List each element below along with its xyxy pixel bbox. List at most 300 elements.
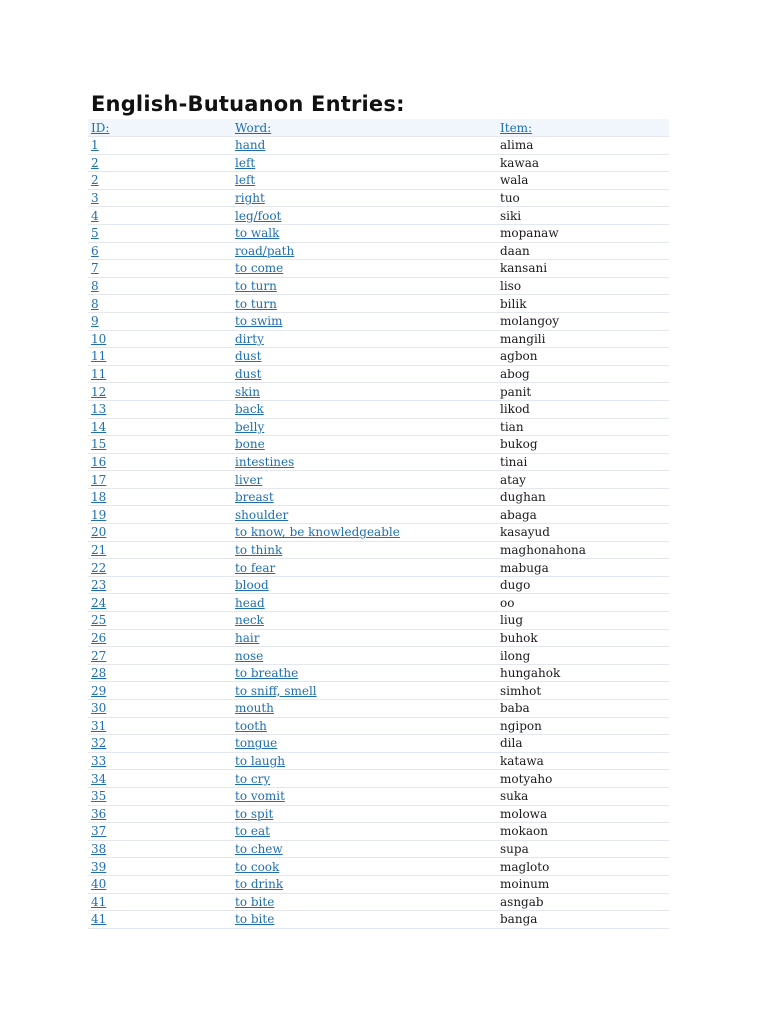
- cell-word: [232, 172, 497, 190]
- cell-id: [88, 735, 232, 753]
- word-link[interactable]: neck: [235, 613, 264, 628]
- cell-word: [232, 418, 497, 436]
- cell-word: [232, 224, 497, 242]
- word-link[interactable]: to swim: [235, 314, 283, 329]
- cell-word: [232, 277, 497, 295]
- cell-item: [497, 418, 669, 436]
- word-link[interactable]: back: [235, 402, 264, 417]
- id-link[interactable]: 26: [91, 630, 107, 645]
- cell-item: [497, 436, 669, 454]
- word-link[interactable]: hair: [235, 630, 260, 645]
- id-link[interactable]: 7: [91, 261, 99, 276]
- header-item-link[interactable]: Item:: [500, 120, 533, 135]
- id-link[interactable]: 10: [91, 331, 107, 346]
- id-link[interactable]: 3: [91, 191, 99, 206]
- id-link[interactable]: 17: [91, 472, 107, 487]
- word-link[interactable]: road/path: [235, 243, 295, 258]
- item-text: supa: [500, 842, 529, 857]
- header-item[interactable]: [497, 119, 669, 137]
- word-link[interactable]: leg/foot: [235, 208, 282, 223]
- id-link[interactable]: 8: [91, 296, 99, 311]
- table-row: [88, 488, 669, 506]
- id-link[interactable]: 9: [91, 314, 99, 329]
- table-row: [88, 735, 669, 753]
- cell-item: [497, 858, 669, 876]
- item-text: molangoy: [500, 314, 560, 329]
- word-link[interactable]: to laugh: [235, 754, 285, 769]
- header-word-link[interactable]: Word:: [235, 120, 272, 135]
- cell-word: [232, 312, 497, 330]
- item-text: kawaa: [500, 155, 540, 170]
- id-link[interactable]: 8: [91, 279, 99, 294]
- cell-id: [88, 664, 232, 682]
- id-link[interactable]: 35: [91, 789, 107, 804]
- cell-item: [497, 524, 669, 542]
- table-row: [88, 260, 669, 278]
- cell-word: [232, 137, 497, 155]
- cell-item: [497, 400, 669, 418]
- table-row: [88, 770, 669, 788]
- cell-word: [232, 840, 497, 858]
- word-link[interactable]: nose: [235, 648, 264, 663]
- id-link[interactable]: 11: [91, 349, 107, 364]
- item-text: oo: [500, 595, 515, 610]
- table-row: [88, 418, 669, 436]
- header-id-link[interactable]: ID:: [91, 120, 110, 135]
- id-link[interactable]: 15: [91, 437, 107, 452]
- table-row: [88, 559, 669, 577]
- item-text: hungahok: [500, 666, 561, 681]
- cell-id: [88, 224, 232, 242]
- cell-id: [88, 752, 232, 770]
- cell-id: [88, 312, 232, 330]
- cell-id: [88, 400, 232, 418]
- word-link[interactable]: dirty: [235, 331, 264, 346]
- cell-item: [497, 823, 669, 841]
- cell-id: [88, 893, 232, 911]
- cell-item: [497, 506, 669, 524]
- item-text: likod: [500, 402, 530, 417]
- cell-id: [88, 612, 232, 630]
- word-link[interactable]: dust: [235, 349, 262, 364]
- id-link[interactable]: 22: [91, 560, 107, 575]
- item-text: mopanaw: [500, 226, 559, 241]
- cell-id: [88, 823, 232, 841]
- table-row: [88, 893, 669, 911]
- cell-item: [497, 664, 669, 682]
- cell-item: [497, 330, 669, 348]
- table-row: [88, 312, 669, 330]
- cell-id: [88, 418, 232, 436]
- table-header: [88, 119, 669, 137]
- id-link[interactable]: 31: [91, 718, 107, 733]
- table-row: [88, 629, 669, 647]
- cell-word: [232, 295, 497, 313]
- cell-item: [497, 682, 669, 700]
- cell-word: [232, 506, 497, 524]
- cell-item: [497, 277, 669, 295]
- cell-word: [232, 594, 497, 612]
- cell-id: [88, 770, 232, 788]
- word-link[interactable]: to bite: [235, 912, 275, 927]
- table-row: [88, 365, 669, 383]
- id-link[interactable]: 41: [91, 894, 107, 909]
- table-row: [88, 823, 669, 841]
- cell-word: [232, 260, 497, 278]
- cell-id: [88, 488, 232, 506]
- word-link[interactable]: to think: [235, 542, 283, 557]
- cell-word: [232, 541, 497, 559]
- word-link[interactable]: to sniff, smell: [235, 683, 317, 698]
- table-row: [88, 348, 669, 366]
- cell-id: [88, 295, 232, 313]
- word-link[interactable]: to breathe: [235, 666, 299, 681]
- table-row: [88, 717, 669, 735]
- cell-id: [88, 471, 232, 489]
- word-link[interactable]: to cry: [235, 771, 271, 786]
- cell-id: [88, 541, 232, 559]
- cell-word: [232, 365, 497, 383]
- id-link[interactable]: 2: [91, 155, 99, 170]
- table-row: [88, 383, 669, 401]
- word-link[interactable]: to walk: [235, 226, 280, 241]
- item-text: tinai: [500, 454, 528, 469]
- cell-id: [88, 506, 232, 524]
- item-text: moinum: [500, 877, 550, 892]
- word-link[interactable]: to fear: [235, 560, 276, 575]
- table-row: [88, 752, 669, 770]
- cell-item: [497, 893, 669, 911]
- id-link[interactable]: 34: [91, 771, 107, 786]
- cell-word: [232, 524, 497, 542]
- item-text: tian: [500, 419, 524, 434]
- id-link[interactable]: 12: [91, 384, 107, 399]
- word-link[interactable]: liver: [235, 472, 263, 487]
- cell-item: [497, 295, 669, 313]
- cell-word: [232, 330, 497, 348]
- table-row: [88, 612, 669, 630]
- cell-word: [232, 664, 497, 682]
- table-row: [88, 700, 669, 718]
- table-row: [88, 172, 669, 190]
- item-text: motyaho: [500, 771, 553, 786]
- item-text: molowa: [500, 806, 548, 821]
- cell-word: [232, 348, 497, 366]
- table-row: [88, 682, 669, 700]
- cell-word: [232, 559, 497, 577]
- cell-item: [497, 840, 669, 858]
- table-row: [88, 224, 669, 242]
- cell-word: [232, 682, 497, 700]
- table-row: [88, 242, 669, 260]
- cell-id: [88, 911, 232, 929]
- header-id[interactable]: [88, 119, 232, 137]
- word-link[interactable]: left: [235, 173, 256, 188]
- cell-item: [497, 735, 669, 753]
- cell-item: [497, 629, 669, 647]
- item-text: mabuga: [500, 560, 549, 575]
- id-link[interactable]: 39: [91, 859, 107, 874]
- cell-id: [88, 260, 232, 278]
- id-link[interactable]: 38: [91, 842, 107, 857]
- id-link[interactable]: 36: [91, 806, 107, 821]
- table-row: [88, 541, 669, 559]
- word-link[interactable]: shoulder: [235, 507, 289, 522]
- word-link[interactable]: dust: [235, 367, 262, 382]
- cell-item: [497, 541, 669, 559]
- cell-id: [88, 137, 232, 155]
- id-link[interactable]: 2: [91, 173, 99, 188]
- item-text: abog: [500, 367, 530, 382]
- item-text: bilik: [500, 296, 527, 311]
- word-link[interactable]: to chew: [235, 842, 283, 857]
- id-link[interactable]: 28: [91, 666, 107, 681]
- cell-item: [497, 647, 669, 665]
- cell-id: [88, 172, 232, 190]
- word-link[interactable]: breast: [235, 490, 274, 505]
- cell-word: [232, 717, 497, 735]
- item-text: liso: [500, 279, 522, 294]
- table-row: [88, 471, 669, 489]
- cell-item: [497, 365, 669, 383]
- cell-word: [232, 383, 497, 401]
- cell-word: [232, 858, 497, 876]
- table-row: [88, 436, 669, 454]
- item-text: agbon: [500, 349, 538, 364]
- cell-id: [88, 594, 232, 612]
- cell-item: [497, 189, 669, 207]
- word-link[interactable]: to vomit: [235, 789, 285, 804]
- word-link[interactable]: blood: [235, 578, 269, 593]
- cell-word: [232, 471, 497, 489]
- page-title: English-Butuanon Entries:: [91, 92, 405, 116]
- word-link[interactable]: skin: [235, 384, 260, 399]
- cell-word: [232, 576, 497, 594]
- cell-id: [88, 717, 232, 735]
- item-text: liug: [500, 613, 524, 628]
- id-link[interactable]: 13: [91, 402, 107, 417]
- item-text: panit: [500, 384, 532, 399]
- cell-id: [88, 365, 232, 383]
- word-link[interactable]: intestines: [235, 454, 295, 469]
- table-row: [88, 207, 669, 225]
- cell-item: [497, 471, 669, 489]
- table-row: [88, 189, 669, 207]
- cell-id: [88, 436, 232, 454]
- word-link[interactable]: right: [235, 191, 265, 206]
- entries-table: [88, 119, 669, 929]
- id-link[interactable]: 4: [91, 208, 99, 223]
- id-link[interactable]: 27: [91, 648, 107, 663]
- cell-item: [497, 700, 669, 718]
- item-text: baba: [500, 701, 530, 716]
- cell-id: [88, 858, 232, 876]
- item-text: dila: [500, 736, 523, 751]
- item-text: maghonahona: [500, 542, 586, 557]
- cell-id: [88, 242, 232, 260]
- item-text: mokaon: [500, 824, 548, 839]
- cell-word: [232, 911, 497, 929]
- cell-item: [497, 752, 669, 770]
- item-text: siki: [500, 208, 522, 223]
- item-text: katawa: [500, 754, 544, 769]
- word-link[interactable]: tongue: [235, 736, 278, 751]
- cell-word: [232, 787, 497, 805]
- id-link[interactable]: 24: [91, 595, 107, 610]
- id-link[interactable]: 23: [91, 578, 107, 593]
- table-row: [88, 277, 669, 295]
- cell-id: [88, 277, 232, 295]
- item-text: atay: [500, 472, 526, 487]
- item-text: ngipon: [500, 718, 542, 733]
- id-link[interactable]: 14: [91, 419, 107, 434]
- id-link[interactable]: 32: [91, 736, 107, 751]
- id-link[interactable]: 33: [91, 754, 107, 769]
- cell-item: [497, 260, 669, 278]
- word-link[interactable]: to cook: [235, 859, 280, 874]
- table-row: [88, 647, 669, 665]
- table-row: [88, 594, 669, 612]
- table-row: [88, 524, 669, 542]
- word-link[interactable]: head: [235, 595, 265, 610]
- id-link[interactable]: 6: [91, 243, 99, 258]
- item-text: suka: [500, 789, 529, 804]
- cell-id: [88, 787, 232, 805]
- table-row: [88, 330, 669, 348]
- id-link[interactable]: 5: [91, 226, 99, 241]
- table-row: [88, 664, 669, 682]
- cell-item: [497, 172, 669, 190]
- cell-id: [88, 805, 232, 823]
- table-row: [88, 858, 669, 876]
- cell-word: [232, 735, 497, 753]
- cell-item: [497, 805, 669, 823]
- cell-item: [497, 154, 669, 172]
- cell-item: [497, 137, 669, 155]
- id-link[interactable]: 1: [91, 138, 99, 153]
- cell-item: [497, 875, 669, 893]
- word-link[interactable]: tooth: [235, 718, 267, 733]
- id-link[interactable]: 11: [91, 367, 107, 382]
- cell-word: [232, 189, 497, 207]
- id-link[interactable]: 41: [91, 912, 107, 927]
- id-link[interactable]: 29: [91, 683, 107, 698]
- cell-item: [497, 453, 669, 471]
- cell-word: [232, 436, 497, 454]
- item-text: abaga: [500, 507, 537, 522]
- item-text: simhot: [500, 683, 542, 698]
- cell-id: [88, 576, 232, 594]
- header-word[interactable]: [232, 119, 497, 137]
- cell-id: [88, 559, 232, 577]
- cell-word: [232, 629, 497, 647]
- id-link[interactable]: 21: [91, 542, 107, 557]
- item-text: alima: [500, 138, 534, 153]
- cell-word: [232, 805, 497, 823]
- word-link[interactable]: to eat: [235, 824, 270, 839]
- item-text: buhok: [500, 630, 538, 645]
- id-link[interactable]: 30: [91, 701, 107, 716]
- word-link[interactable]: belly: [235, 419, 265, 434]
- word-link[interactable]: to know, be knowledgeable: [235, 525, 400, 540]
- cell-id: [88, 682, 232, 700]
- item-text: magloto: [500, 859, 550, 874]
- table-row: [88, 576, 669, 594]
- cell-item: [497, 207, 669, 225]
- cell-word: [232, 700, 497, 718]
- cell-id: [88, 629, 232, 647]
- cell-item: [497, 594, 669, 612]
- item-text: banga: [500, 912, 538, 927]
- word-link[interactable]: left: [235, 155, 256, 170]
- id-link[interactable]: 18: [91, 490, 107, 505]
- cell-id: [88, 453, 232, 471]
- cell-word: [232, 453, 497, 471]
- cell-word: [232, 823, 497, 841]
- id-link[interactable]: 37: [91, 824, 107, 839]
- cell-word: [232, 770, 497, 788]
- item-text: kansani: [500, 261, 548, 276]
- id-link[interactable]: 25: [91, 613, 107, 628]
- word-link[interactable]: to spit: [235, 806, 274, 821]
- item-text: daan: [500, 243, 530, 258]
- id-link[interactable]: 20: [91, 525, 107, 540]
- cell-item: [497, 576, 669, 594]
- item-text: kasayud: [500, 525, 550, 540]
- cell-item: [497, 911, 669, 929]
- item-text: mangili: [500, 331, 546, 346]
- word-link[interactable]: mouth: [235, 701, 274, 716]
- table-row: [88, 840, 669, 858]
- cell-id: [88, 207, 232, 225]
- id-link[interactable]: 40: [91, 877, 107, 892]
- word-link[interactable]: hand: [235, 138, 266, 153]
- table-row: [88, 400, 669, 418]
- table-row: [88, 506, 669, 524]
- cell-id: [88, 348, 232, 366]
- word-link[interactable]: bone: [235, 437, 265, 452]
- cell-id: [88, 875, 232, 893]
- item-text: ilong: [500, 648, 531, 663]
- table-row: [88, 453, 669, 471]
- cell-word: [232, 893, 497, 911]
- table-body: [88, 137, 669, 929]
- word-link[interactable]: to turn: [235, 279, 277, 294]
- item-text: bukog: [500, 437, 538, 452]
- item-text: dughan: [500, 490, 546, 505]
- item-text: tuo: [500, 191, 520, 206]
- word-link[interactable]: to come: [235, 261, 284, 276]
- id-link[interactable]: 16: [91, 454, 107, 469]
- cell-word: [232, 875, 497, 893]
- table-row: [88, 137, 669, 155]
- id-link[interactable]: 19: [91, 507, 107, 522]
- cell-item: [497, 770, 669, 788]
- table-row: [88, 911, 669, 929]
- cell-id: [88, 189, 232, 207]
- table-row: [88, 787, 669, 805]
- item-text: asngab: [500, 894, 544, 909]
- header-row: [88, 119, 669, 137]
- table-row: [88, 805, 669, 823]
- word-link[interactable]: to turn: [235, 296, 277, 311]
- cell-id: [88, 383, 232, 401]
- word-link[interactable]: to drink: [235, 877, 284, 892]
- cell-item: [497, 312, 669, 330]
- cell-id: [88, 840, 232, 858]
- cell-id: [88, 647, 232, 665]
- word-link[interactable]: to bite: [235, 894, 275, 909]
